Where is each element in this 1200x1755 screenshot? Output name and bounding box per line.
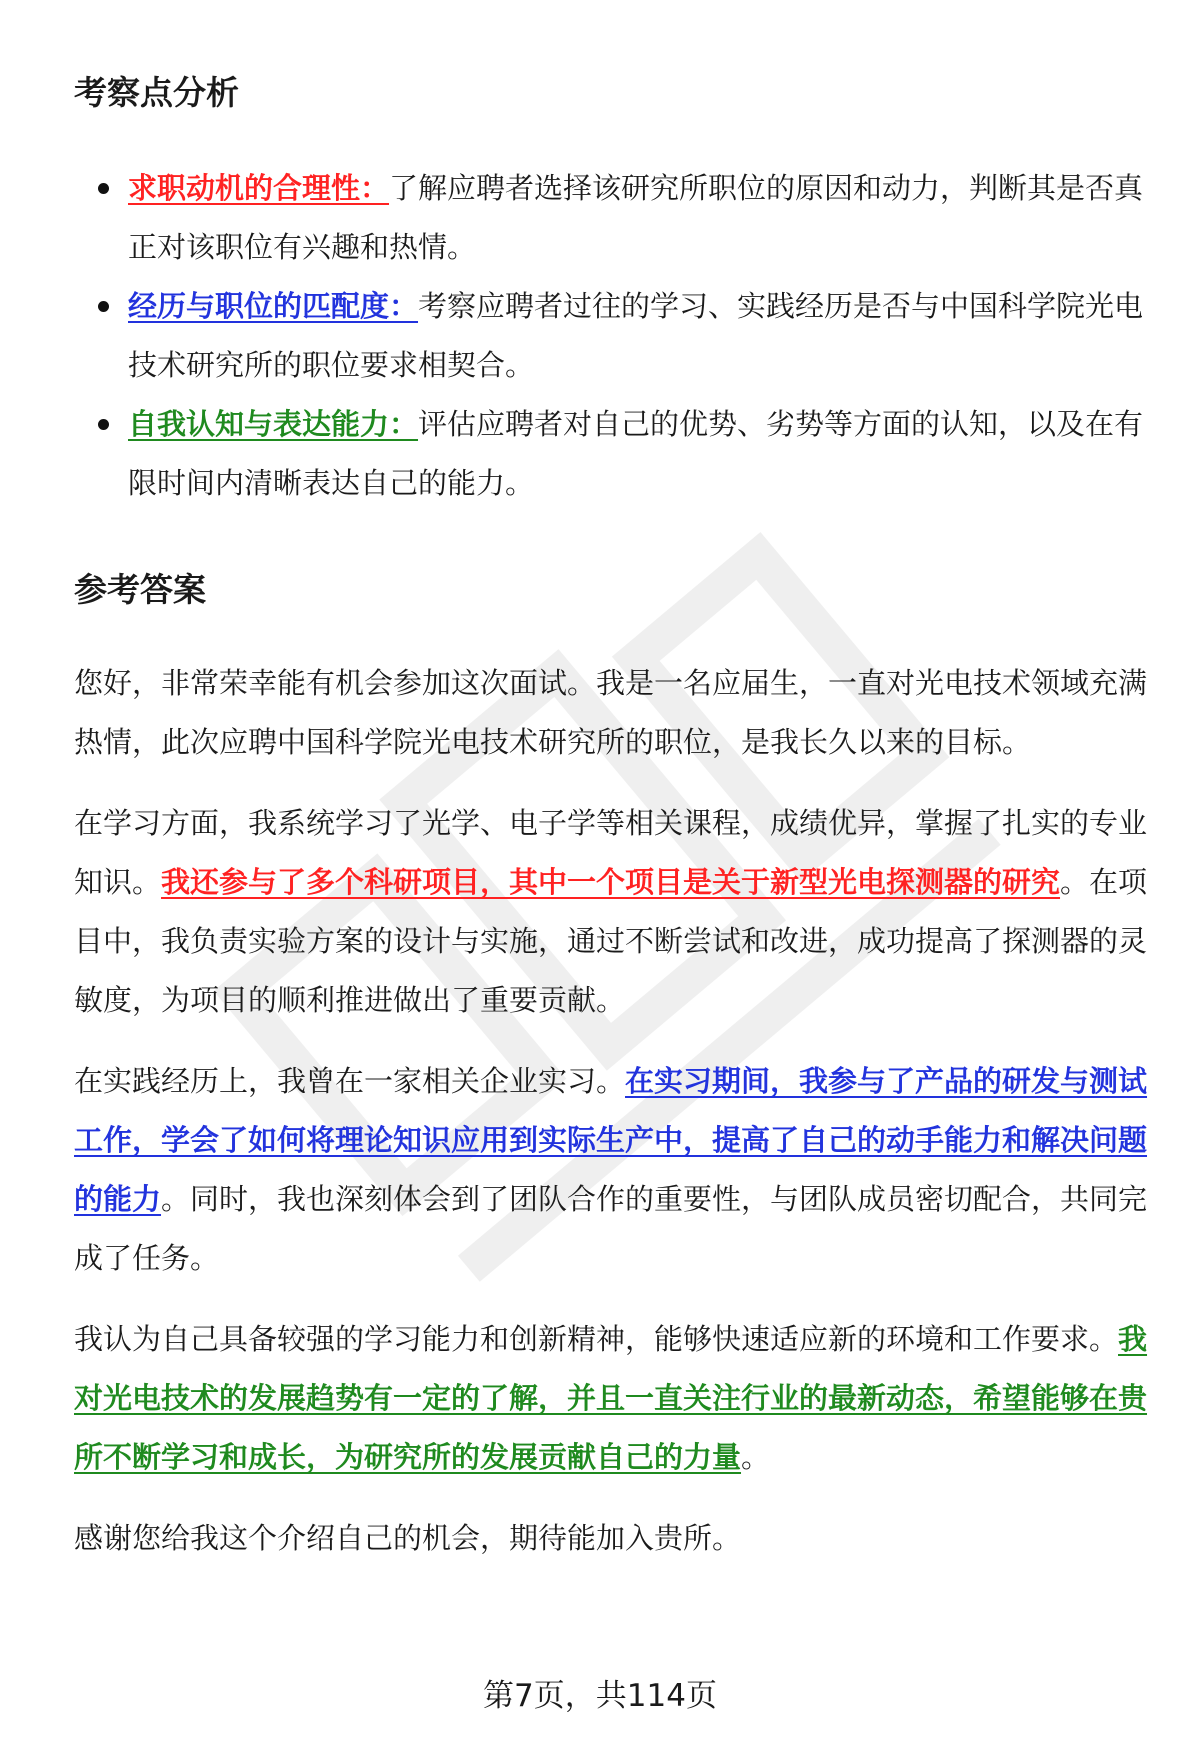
paragraph-text: 。在项目中，我负责实验方案的设计与实施，通过不断尝试和改进，成功提高了探测器的灵敏度，为项目的顺利推进做出了重要贡献。 <box>74 864 1148 1017</box>
highlight-text: 在实习期间，我参与了产品的研发与测试工作，学会了如何将理论知识应用到实际生产中，提高了自己的动手能力和解决问题的能力 <box>74 1063 1148 1216</box>
bullet-icon <box>98 301 109 312</box>
list-item <box>74 277 1148 395</box>
section-title-analysis: 考察点分析 <box>74 73 239 112</box>
answer-paragraph-study <box>74 794 1148 1030</box>
section-title-answer: 参考答案 <box>74 569 206 609</box>
highlight-text: 我还参与了多个科研项目，其中一个项目是关于新型光电探测器的研究 <box>161 864 1061 899</box>
paragraph-text: 我认为自己具备较强的学习能力和创新精神，能够快速适应新的环境和工作要求。 <box>74 1321 1119 1356</box>
analysis-points-list <box>74 159 1148 513</box>
paragraph-text: 。 <box>741 1439 771 1474</box>
point-keyword: 求职动机的合理性： <box>128 170 390 205</box>
point-text: 了解应聘者选择该研究所职位的原因和动力，判断其是否真正对该职位有兴趣和热情。 <box>128 170 1144 264</box>
point-keyword: 自我认知与表达能力： <box>128 406 419 441</box>
answer-paragraph-ability <box>74 1310 1148 1487</box>
highlight-text: 我对光电技术的发展趋势有一定的了解，并且一直关注行业的最新动态，希望能够在贵所不断学习和成长，为研究所的发展贡献自己的力量 <box>74 1321 1148 1474</box>
point-text: 考察应聘者过往的学习、实践经历是否与中国科学院光电技术研究所的职位要求相契合。 <box>128 288 1144 382</box>
list-item <box>74 395 1148 513</box>
paragraph-text: 。同时，我也深刻体会到了团队合作的重要性，与团队成员密切配合，共同完成了任务。 <box>74 1181 1148 1275</box>
list-item <box>74 159 1148 277</box>
main-content <box>74 62 1148 1568</box>
page-number: 第7页，共114页 <box>483 1678 717 1714</box>
paragraph-text: 在学习方面，我系统学习了光学、电子学等相关课程，成绩优异，掌握了扎实的专业知识。 <box>74 805 1148 899</box>
answer-paragraph-closing: 感谢您给我这个介绍自己的机会，期待能加入贵所。 <box>74 1520 742 1555</box>
paragraph-text: 在实践经历上，我曾在一家相关企业实习。 <box>74 1063 626 1098</box>
answer-paragraph-practice <box>74 1052 1148 1288</box>
point-text: 评估应聘者对自己的优势、劣势等方面的认知，以及在有限时间内清晰表达自己的能力。 <box>128 406 1144 500</box>
answer-paragraph-intro: 您好，非常荣幸能有机会参加这次面试。我是一名应届生，一直对光电技术领域充满热情，此次应聘中国科学院光电技术研究所的职位，是我长久以来的目标。 <box>74 665 1148 759</box>
bullet-icon <box>98 183 109 194</box>
bullet-icon <box>98 419 109 430</box>
point-keyword: 经历与职位的匹配度： <box>128 288 419 323</box>
